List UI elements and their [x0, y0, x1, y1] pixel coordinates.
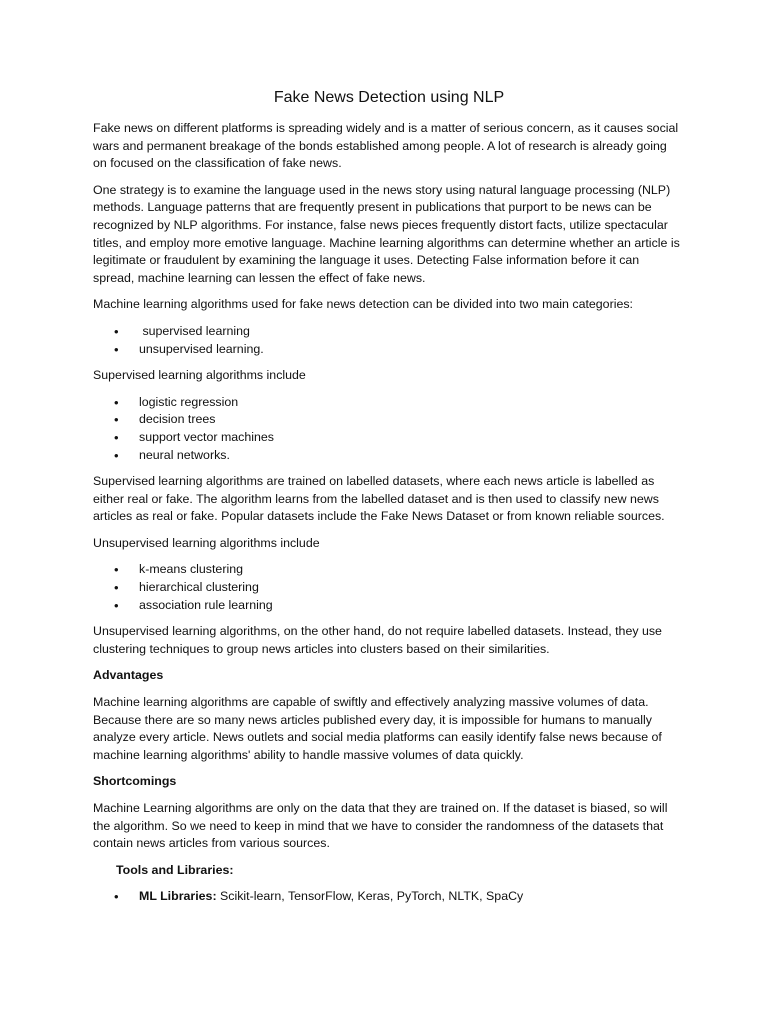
tools-heading: Tools and Libraries:: [116, 862, 234, 877]
intro-paragraph: Fake news on different platforms is spreading widely and is a matter of serious concern, as it causes social wars and permanent breakage of the bonds established among people. A lot of research is already going on focused on the classification of fake news.: [93, 121, 679, 171]
list-item: • hierarchical clustering: [93, 579, 683, 597]
shortcomings-heading: Shortcomings: [93, 774, 177, 789]
list-item: • k-means clustering: [93, 561, 683, 579]
tool-label: ML Libraries:: [139, 889, 217, 904]
unsupervised-intro: Unsupervised learning algorithms include: [93, 535, 320, 550]
list-item: • support vector machines: [93, 429, 683, 447]
list-item: [93, 888, 683, 906]
shortcomings-paragraph: Machine Learning algorithms are only on the data that they are trained on. If the dataset is biased, so will the algorithm. So we need to keep in mind that we have to consider the randomness of the datasets that contain news articles from various sources.: [93, 801, 668, 851]
tools-list: [93, 888, 683, 906]
document-body: [93, 88, 683, 915]
advantages-paragraph: Machine learning algorithms are capable of swiftly and effectively analyzing massive volumes of data. Because there are so many news articles published every day, it is impossible for humans to manually analyze every article. News outlets and social media platforms can easily identify false news because of machine learning algorithms' ability to handle massive volumes of data quickly.: [93, 695, 662, 762]
supervised-intro: Supervised learning algorithms include: [93, 368, 306, 383]
document-title: Fake News Detection using NLP: [273, 89, 505, 106]
supervised-list: [93, 394, 683, 464]
unsupervised-description: Unsupervised learning algorithms, on the other hand, do not require labelled datasets. Instead, they use clustering techniques to group news articles into clusters based on their similarities.: [93, 624, 662, 656]
list-item: • neural networks.: [93, 447, 683, 465]
list-item: • association rule learning: [93, 597, 683, 615]
advantages-heading: Advantages: [93, 668, 164, 683]
strategy-paragraph: One strategy is to examine the language used in the news story using natural language processing (NLP) methods. Language patterns that are frequently present in publications that purport to be news can be recognized by NLP algorithms. For instance, false news pieces frequently distort facts, utilize spectacular titles, and employ more emotive language. Machine learning algorithms can determine whether an article is legitimate or fraudulent by examining the language it uses. Detecting False information before it can spread, machine learning can lessen the effect of fake news.: [93, 182, 680, 285]
categories-list: [93, 323, 683, 358]
supervised-description: Supervised learning algorithms are trained on labelled datasets, where each news article is labelled as either real or fake. The algorithm learns from the labelled dataset and is then used to classify new news articles as real or fake. Popular datasets include the Fake News Dataset or from known reliable sources.: [93, 474, 665, 524]
list-item: • decision trees: [93, 411, 683, 429]
categories-intro: Machine learning algorithms used for fake news detection can be divided into two main categories:: [93, 297, 633, 312]
tool-value: Scikit-learn, TensorFlow, Keras, PyTorch, NLTK, SpaCy: [216, 889, 524, 904]
unsupervised-list: [93, 561, 683, 614]
list-item: • supervised learning: [93, 323, 683, 341]
list-item: • unsupervised learning.: [93, 341, 683, 359]
list-item: • logistic regression: [93, 394, 683, 412]
